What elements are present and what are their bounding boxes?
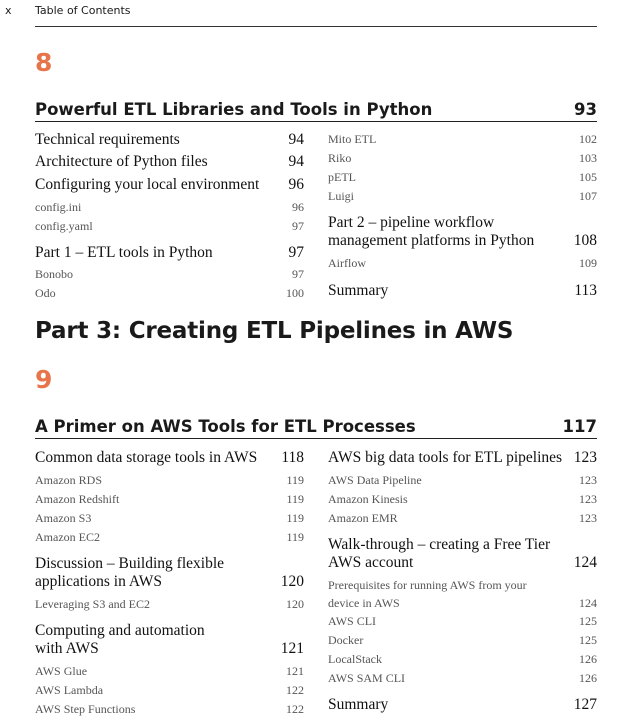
toc-subentry[interactable]: config.ini 96 [35,200,304,214]
toc-entry[interactable]: Technical requirements 94 [35,131,304,148]
chapter-title-row[interactable] [35,97,597,122]
part-title[interactable]: Part 3: Creating ETL Pipelines in AWS [35,318,514,344]
toc-entry[interactable]: Summary 127 [328,696,597,713]
toc-subentry[interactable]: LocalStack 126 [328,652,597,666]
toc-subentry[interactable]: Bonobo 97 [35,267,304,281]
toc-subentry[interactable]: Mito ETL 102 [328,132,597,146]
chapter-number: 9 [35,365,53,394]
toc-subentry[interactable]: Luigi 107 [328,189,597,203]
toc-subentry[interactable]: Riko 103 [328,151,597,165]
page-number: x [5,4,12,17]
chapter-page: 117 [562,417,597,436]
page-header [0,0,620,28]
toc-entry[interactable]: Common data storage tools in AWS 118 [35,449,304,466]
chapter-page: 93 [574,100,597,119]
toc-subentry[interactable]: Amazon EMR 123 [328,511,597,525]
toc-subentry[interactable]: AWS Lambda 122 [35,683,304,697]
toc-subentry[interactable]: Odo 100 [35,286,304,300]
toc-subentry[interactable]: Leveraging S3 and EC2 120 [35,597,304,611]
toc-entry[interactable]: Configuring your local environment 96 [35,176,304,193]
toc-subentry[interactable]: Amazon EC2 119 [35,530,304,544]
toc-entry[interactable]: AWS big data tools for ETL pipelines 123 [328,449,597,466]
toc-subentry[interactable]: Prerequisites for running AWS from your device in AWS 124 [328,578,597,610]
toc-subentry[interactable]: config.yaml 97 [35,219,304,233]
toc-entry[interactable]: Part 1 – ETL tools in Python 97 [35,244,304,261]
toc-entry[interactable]: Part 2 – pipeline workflow management platforms in Python 108 [328,214,597,249]
header-rule [35,26,597,27]
toc-entry[interactable]: Walk-through – creating a Free Tier AWS account 124 [328,536,597,571]
toc-subentry[interactable]: AWS SAM CLI 126 [328,671,597,685]
toc-subentry[interactable]: AWS CLI 125 [328,614,597,628]
toc-subentry[interactable]: pETL 105 [328,170,597,184]
toc-subentry[interactable]: Amazon RDS 119 [35,473,304,487]
toc-subentry[interactable]: AWS Data Pipeline 123 [328,473,597,487]
toc-subentry[interactable]: AWS Glue 121 [35,664,304,678]
toc-subentry[interactable]: AWS Step Functions 122 [35,702,304,716]
chapter-title-row[interactable] [35,414,597,439]
toc-entry[interactable]: Computing and automation with AWS 121 [35,622,304,657]
toc-subentry[interactable]: Amazon S3 119 [35,511,304,525]
toc-entry[interactable]: Architecture of Python files 94 [35,153,304,170]
toc-entry[interactable]: Summary 113 [328,282,597,299]
toc-entry[interactable]: Discussion – Building flexible applications in AWS 120 [35,555,304,590]
running-title: Table of Contents [35,4,131,17]
toc-subentry[interactable]: Docker 125 [328,633,597,647]
toc-subentry[interactable]: Amazon Kinesis 123 [328,492,597,506]
chapter-number: 8 [35,48,53,77]
chapter-title[interactable]: A Primer on AWS Tools for ETL Processes [35,417,416,436]
toc-subentry[interactable]: Amazon Redshift 119 [35,492,304,506]
chapter-title[interactable]: Powerful ETL Libraries and Tools in Python [35,100,433,119]
toc-subentry[interactable]: Airflow 109 [328,256,597,270]
